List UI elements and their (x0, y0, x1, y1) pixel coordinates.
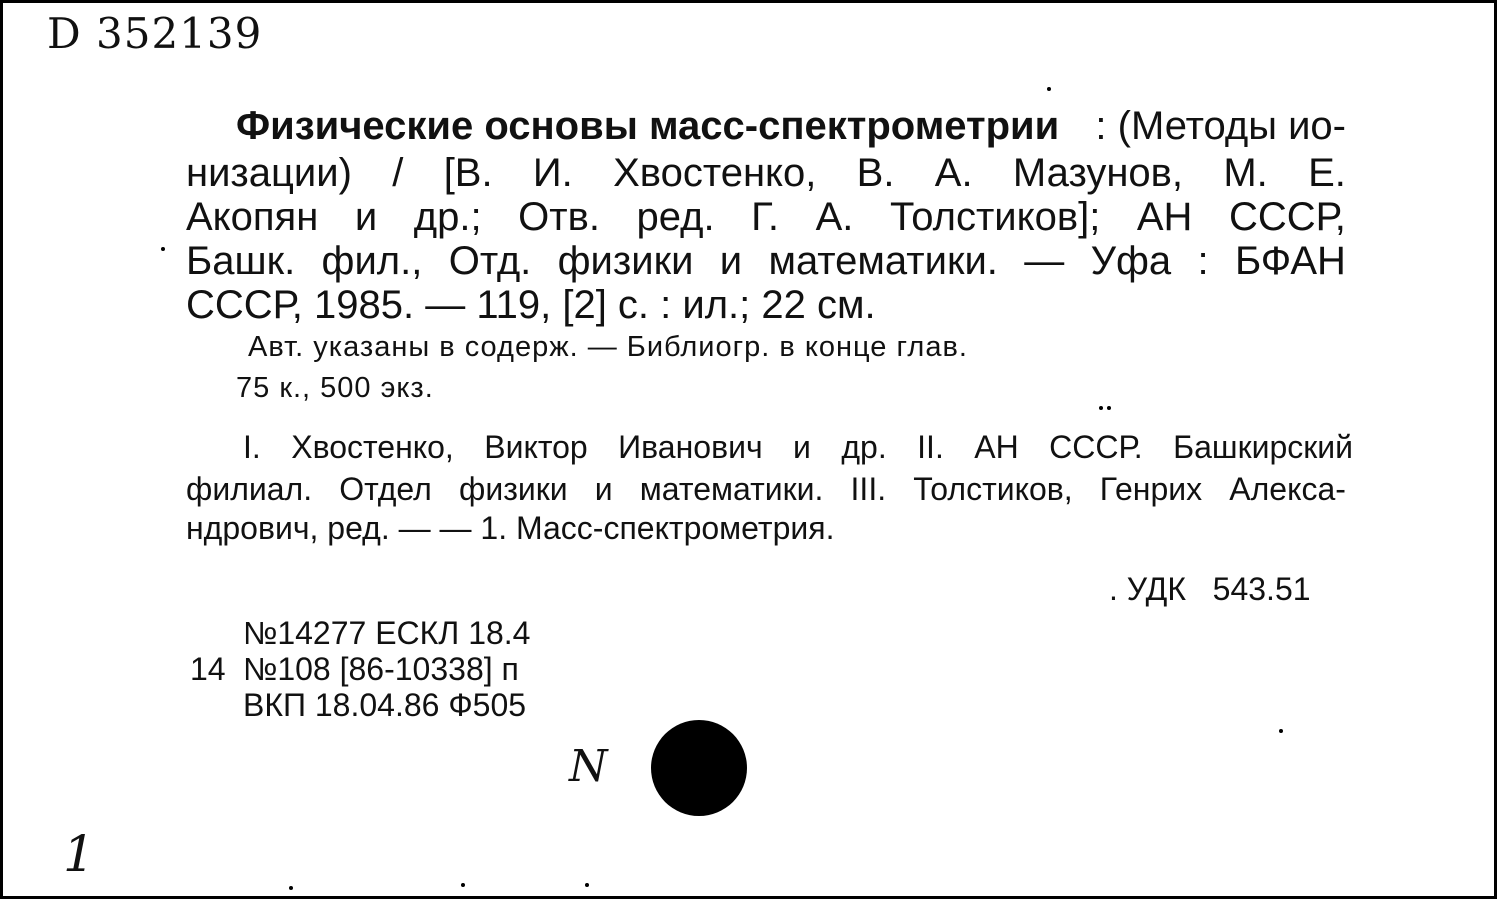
word: физики (557, 239, 694, 283)
call-number: D 352139 (47, 9, 263, 58)
udc-code: . УДК 543.51 (1109, 571, 1311, 607)
word: : (1197, 239, 1209, 283)
title-line-4 (186, 241, 1346, 281)
word: Алекса- (1229, 471, 1346, 507)
word: М. (1223, 151, 1268, 195)
tracing-line-1 (243, 431, 1353, 463)
word: Е. (1308, 151, 1346, 195)
word: Отв. (518, 195, 600, 239)
catalog-line-2-prefix: 14 (190, 651, 226, 687)
word: Хвостенко, (613, 151, 817, 195)
speck (289, 886, 293, 890)
word: II. (917, 429, 944, 465)
note-authors: Авт. указаны в содерж. — Библиогр. в конце глав. (248, 331, 968, 363)
imprint-line: СССР, 1985. — 119, [2] с. : ил.; 22 см. (186, 283, 876, 327)
speck (1107, 406, 1111, 410)
word: СССР, (1229, 195, 1346, 239)
word: Толстиков]; (889, 195, 1101, 239)
word: ред. (636, 195, 715, 239)
word: БФАН (1235, 239, 1346, 283)
word: Отд. (448, 239, 532, 283)
word: / (392, 151, 404, 195)
price-print-run: 75 к., 500 экз. (236, 372, 434, 404)
tracing-line-3: ндрович, ред. — — 1. Масс-спектрометрия. (186, 510, 835, 546)
punch-hole (651, 720, 747, 816)
catalog-line-1: №14277 ЕСКЛ 18.4 (243, 615, 531, 651)
word: Толстиков, (913, 471, 1073, 507)
word: I. (243, 429, 261, 465)
word: Виктор (484, 429, 588, 465)
catalog-line-3: ВКП 18.04.86 Ф505 (243, 687, 527, 723)
book-title: Физические основы масс-спектрометрии (236, 104, 1060, 148)
word: Уфа (1090, 239, 1172, 283)
word: фил., (321, 239, 423, 283)
word: математики. (639, 471, 824, 507)
speck (161, 247, 165, 251)
speck (461, 883, 465, 887)
word: Акопян (186, 195, 319, 239)
word: III. (850, 471, 887, 507)
word: филиал. (186, 471, 313, 507)
word: др. (841, 429, 887, 465)
word: — (1024, 239, 1065, 283)
word: и (793, 429, 811, 465)
word: физики (458, 471, 568, 507)
word: АН (1136, 195, 1193, 239)
word: Г. (751, 195, 780, 239)
word: Генрих (1099, 471, 1203, 507)
word: математики. (768, 239, 998, 283)
word: др.; (413, 195, 482, 239)
word: Отдел (339, 471, 432, 507)
title-line-1-rest: : (Методы ио- (1095, 104, 1346, 148)
word: и (354, 195, 378, 239)
handwritten-mark: N (569, 741, 609, 792)
word: В. (856, 151, 895, 195)
tracing-line-2 (186, 473, 1346, 505)
handwritten-number: 1 (63, 825, 96, 883)
word: Хвостенко, (291, 429, 454, 465)
word: Башк. (186, 239, 296, 283)
word: И. (532, 151, 573, 195)
speck (1047, 87, 1051, 91)
speck (1279, 729, 1283, 733)
word: [В. (443, 151, 493, 195)
word: А. (815, 195, 854, 239)
word: низации) (186, 151, 352, 195)
word: Иванович (618, 429, 763, 465)
word: и (594, 471, 613, 507)
word: и (719, 239, 743, 283)
word: Мазунов, (1012, 151, 1184, 195)
title-line-2 (186, 153, 1346, 193)
word: Башкирский (1173, 429, 1353, 465)
word: СССР. (1049, 429, 1143, 465)
speck (1099, 406, 1103, 410)
word: А. (934, 151, 973, 195)
catalog-line-2: №108 [86-10338] п (243, 651, 519, 687)
title-line-3 (186, 197, 1346, 237)
title-line-1 (236, 106, 1346, 146)
word: АН (974, 429, 1019, 465)
speck (585, 883, 589, 887)
